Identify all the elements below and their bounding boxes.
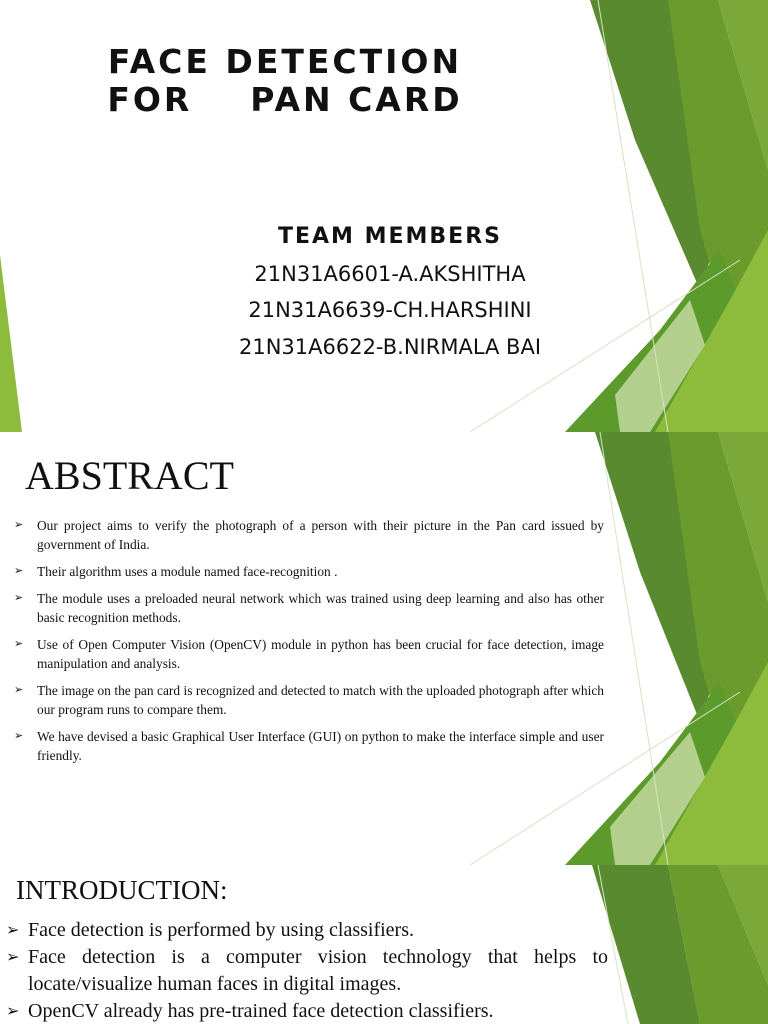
bullet-arrow-icon: ➢ — [14, 592, 24, 604]
list-item — [6, 917, 608, 944]
list-item — [14, 681, 604, 719]
list-item — [6, 998, 608, 1024]
team-members-heading: TEAM MEMBERS — [277, 224, 502, 249]
list-item — [14, 516, 604, 554]
introduction-bullet-list — [6, 917, 608, 1024]
bullet-text: Our project aims to verify the photograph of a person with their picture in the Pan card issued by government of India. — [37, 518, 604, 552]
team-member: 21N31A6639-CH.HARSHINI — [248, 298, 532, 322]
list-item — [14, 589, 604, 627]
bullet-text: Their algorithm uses a module named face-recognition . — [37, 564, 338, 579]
introduction-slide — [0, 865, 768, 1024]
bullet-arrow-icon: ➢ — [14, 730, 24, 742]
bullet-arrow-icon: ➢ — [14, 684, 24, 696]
bullet-text: Face detection is performed by using classifiers. — [28, 919, 414, 941]
title-slide — [0, 0, 768, 432]
bullet-arrow-icon: ➢ — [14, 519, 24, 531]
bullet-arrow-icon: ➢ — [6, 949, 20, 966]
team-member: 21N31A6622-B.NIRMALA BAI — [238, 335, 542, 359]
bullet-text: Face detection is a computer vision technology that helps to locate/visualize human faces in digital images. — [28, 946, 608, 995]
bullet-arrow-icon: ➢ — [14, 638, 24, 650]
bullet-text: Use of Open Computer Vision (OpenCV) module in python has been crucial for face detection, image manipulation and analysis. — [37, 637, 604, 671]
list-item — [14, 727, 604, 765]
introduction-title: INTRODUCTION: — [16, 875, 228, 905]
bullet-text: We have devised a basic Graphical User Interface (GUI) on python to make the interface simple and user friendly. — [37, 729, 604, 763]
bullet-arrow-icon: ➢ — [6, 922, 20, 939]
bullet-text: The module uses a preloaded neural network which was trained using deep learning and also has other basic recognition methods. — [37, 591, 604, 625]
abstract-slide — [0, 432, 768, 865]
slide-title-line2: FOR PAN CARD — [107, 80, 463, 119]
bullet-arrow-icon: ➢ — [14, 565, 24, 577]
bullet-text: The image on the pan card is recognized and detected to match with the uploaded photograph after which our program runs to compare them. — [37, 683, 604, 717]
slide-title-line1: FACE DETECTION — [107, 42, 463, 81]
abstract-title: ABSTRACT — [25, 453, 234, 498]
bullet-text: OpenCV already has pre-trained face detection classifiers. — [28, 1000, 494, 1022]
bullet-arrow-icon: ➢ — [6, 1003, 20, 1020]
list-item — [14, 562, 604, 581]
team-member: 21N31A6601-A.AKSHITHA — [254, 262, 526, 286]
list-item — [6, 944, 608, 998]
abstract-bullet-list — [14, 516, 604, 773]
list-item — [14, 635, 604, 673]
